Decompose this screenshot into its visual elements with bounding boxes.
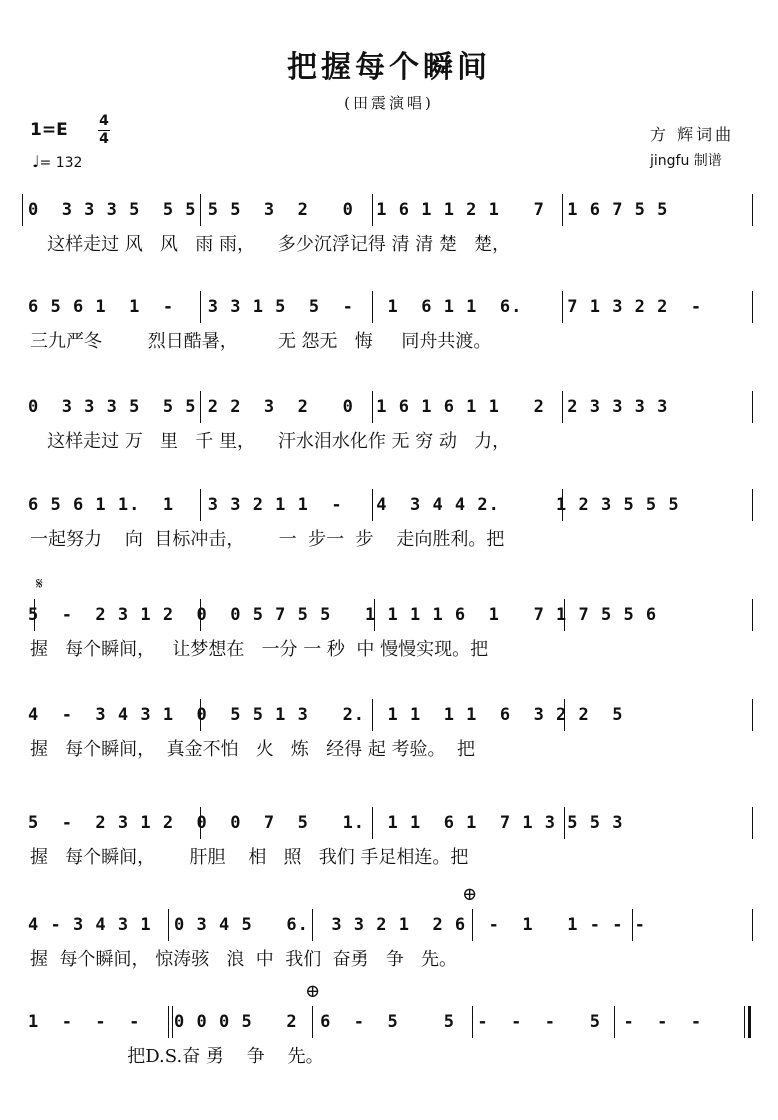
time-signature <box>98 114 110 147</box>
score-line-8 <box>0 915 778 1015</box>
notation: 5 - 2 3 1 2 0 0 7 5 1. 1 1 6 1 7 1 3 5 5 3 <box>28 813 624 833</box>
score-line-1 <box>0 200 778 300</box>
score-line-3 <box>0 397 778 497</box>
notation: 4 - 3 4 3 1 0 3 4 5 6. 3 3 2 1 2 6 - 1 1 - - - <box>28 915 646 935</box>
coda-icon: ⊕ <box>305 981 321 1002</box>
tempo-value: = 132 <box>39 155 83 171</box>
notation: 0 3 3 3 5 5 5 2 2 3 2 0 1 6 1 6 1 1 2 2 3 3 3 3 <box>28 397 669 417</box>
lyrics: 这样走过 万 里 千 里， 汗水泪水化作 无 穷 动 力， <box>30 431 511 452</box>
meter-top: 4 <box>99 113 109 129</box>
lyrics: 握 每个瞬间， 肝胆 相 照 我们 手足相连。把 <box>30 847 469 868</box>
lyrics: 握 每个瞬间， 让梦想在 一分 一 秒 中 慢慢实现。把 <box>30 639 489 660</box>
notation: 1 - - - 0 0 0 5 2 6 - 5 5 - - - 5 - - - <box>28 1012 703 1032</box>
score-line-9 <box>0 1012 778 1112</box>
coda-icon: ⊕ <box>462 884 478 905</box>
quarter-note-icon: ♩ <box>32 152 40 171</box>
score-line-7 <box>0 813 778 913</box>
score-line-5 <box>0 605 778 705</box>
song-title: 把握每个瞬间 <box>287 50 491 85</box>
score-line-6 <box>0 705 778 805</box>
lyrics: 握 每个瞬间， 惊涛骇 浪 中 我们 奋勇 争 先。 <box>30 949 457 970</box>
segno-icon: 𝄋 <box>36 574 43 593</box>
lyrics: 三九严冬 烈日酷暑， 无 怨无 悔 同舟共渡。 <box>30 331 492 352</box>
key-signature: 1=E <box>30 120 68 140</box>
notation: 6 5 6 1 1 - 3 3 1 5 5 - 1 6 1 1 6. 7 1 3 2 2 - <box>28 297 703 317</box>
notation: 6 5 6 1 1. 1 3 3 2 1 1 - 4 3 4 4 2. 1 2 3 5 5 5 <box>28 495 680 515</box>
meter-bottom: 4 <box>99 131 109 147</box>
lyrics: 一起努力 向 目标冲击， 一 步一 步 走向胜利。把 <box>30 529 505 550</box>
tempo-marking <box>32 152 82 171</box>
arranger-credit: jingfu 制谱 <box>650 153 722 169</box>
lyrics: 把D.S.奋 勇 争 先。 <box>30 1046 324 1067</box>
score-line-2 <box>0 297 778 397</box>
score-line-4 <box>0 495 778 595</box>
lyrics: 这样走过 风 风 雨 雨， 多少沉浮记得 清 清 楚 楚， <box>30 234 511 255</box>
singer-credit: (田震演唱) <box>344 94 434 112</box>
lyrics: 握 每个瞬间， 真金不怕 火 炼 经得 起 考验。 把 <box>30 739 475 760</box>
notation: 5 - 2 3 1 2 0 0 5 7 5 5 1 1 1 1 6 1 7 1 7 5 5 6 <box>28 605 658 625</box>
notation: 4 - 3 4 3 1 0 5 5 1 3 2. 1 1 1 1 6 3 2 2 5 <box>28 705 624 725</box>
composer-credit: 方 辉词曲 <box>650 125 735 144</box>
notation: 0 3 3 3 5 5 5 5 5 3 2 0 1 6 1 1 2 1 7 1 6 7 5 5 <box>28 200 669 220</box>
